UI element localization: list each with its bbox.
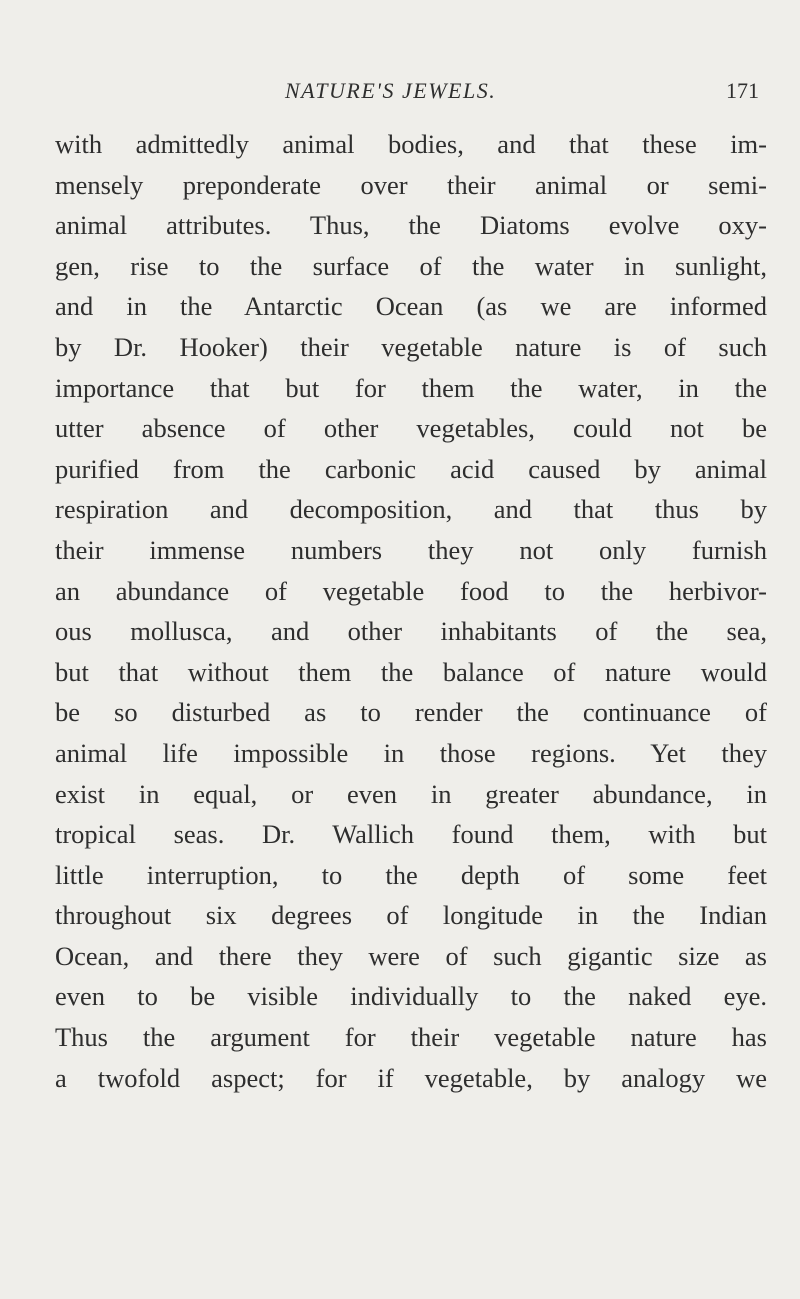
text-line: their immense numbers they not only furnish bbox=[55, 534, 767, 565]
text-line: tropical seas. Dr. Wallich found them, with but bbox=[55, 819, 767, 850]
text-line: but that without them the balance of nature would bbox=[55, 656, 767, 687]
running-title: NATURE'S JEWELS. bbox=[285, 78, 497, 103]
text-line: and in the Antarctic Ocean (as we are informed bbox=[55, 291, 767, 322]
text-line: importance that but for them the water, in the bbox=[55, 372, 767, 403]
text-line: ous mollusca, and other inhabitants of the sea, bbox=[55, 616, 767, 647]
text-line: be so disturbed as to render the continuance of bbox=[55, 697, 767, 728]
text-line: Ocean, and there they were of such gigantic size as bbox=[55, 940, 767, 971]
text-line: exist in equal, or even in greater abundance, in bbox=[55, 778, 767, 809]
text-line: a twofold aspect; for if vegetable, by analogy we bbox=[55, 1062, 767, 1093]
text-line: animal life impossible in those regions. Yet they bbox=[55, 737, 767, 768]
text-line: by Dr. Hooker) their vegetable nature is of such bbox=[55, 331, 767, 362]
text-line: with admittedly animal bodies, and that these im- bbox=[55, 129, 767, 159]
text-line: Thus the argument for their vegetable nature has bbox=[55, 1022, 767, 1053]
text-line: respiration and decomposition, and that thus by bbox=[55, 494, 767, 525]
text-line: gen, rise to the surface of the water in sunlight, bbox=[55, 250, 767, 281]
text-line: even to be visible individually to the naked eye. bbox=[55, 981, 767, 1012]
text-line: mensely preponderate over their animal or semi- bbox=[55, 169, 767, 200]
text-line: an abundance of vegetable food to the herbivor- bbox=[55, 575, 767, 606]
text-line: little interruption, to the depth of some feet bbox=[55, 859, 767, 890]
text-line: throughout six degrees of longitude in the Indian bbox=[55, 900, 767, 931]
body-text bbox=[55, 124, 767, 1098]
text-line: purified from the carbonic acid caused by animal bbox=[55, 453, 767, 484]
page-number: 171 bbox=[726, 78, 759, 103]
text-line: animal attributes. Thus, the Diatoms evolve oxy- bbox=[55, 210, 767, 241]
text-line: utter absence of other vegetables, could not be bbox=[55, 413, 767, 444]
